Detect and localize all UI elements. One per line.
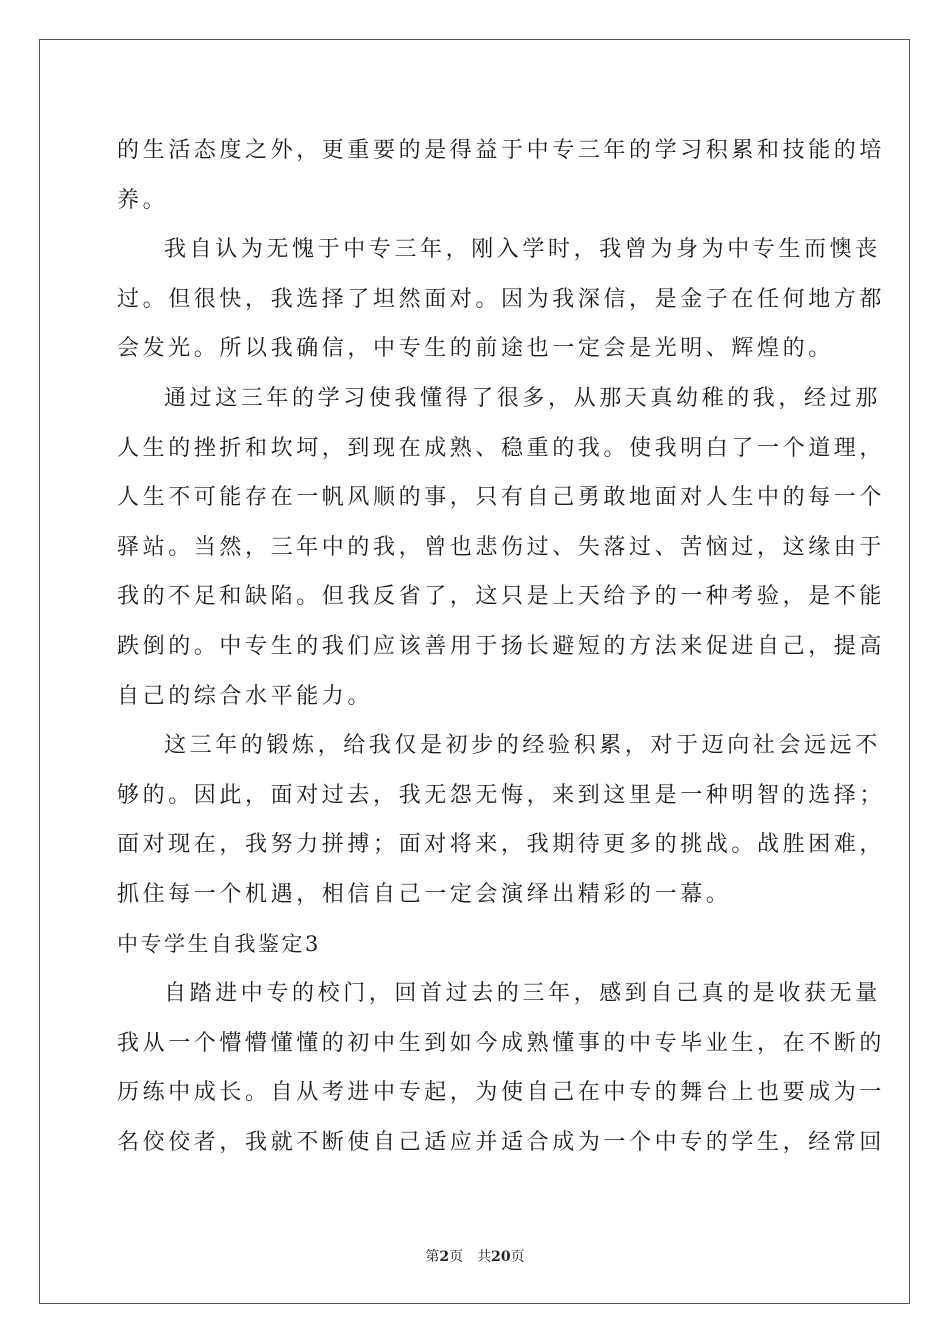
- text-line: 自踏进中专的校门，回首过去的三年，感到自己真的是收获无量: [164, 981, 881, 1007]
- text-line: 跌倒的。中专生的我们应该善用于扬长避短的方法来促进自己，提高: [117, 633, 886, 659]
- page-number: 2: [439, 1249, 450, 1265]
- text-line: 我的不足和缺陷。但我反省了，这只是上天给予的一种考验，是不能: [117, 584, 886, 610]
- text-line: 过。但很快，我选择了坦然面对。因为我深信，是金子在任何地方都: [117, 286, 886, 312]
- document-body: [117, 126, 886, 1167]
- text-line: 养。: [117, 187, 169, 213]
- text-line: 自己的综合水平能力。: [117, 683, 374, 709]
- section-heading: 中专学生自我鉴定3: [117, 931, 321, 956]
- text-line: 的生活态度之外，更重要的是得益于中专三年的学习积累和技能的培: [117, 138, 886, 163]
- text-line: 通过这三年的学习使我懂得了很多，从那天真幼稚的我，经过那: [164, 385, 881, 411]
- text-line: 驿站。当然，三年中的我，曾也悲伤过、失落过、苦恼过，这缘由于: [117, 534, 886, 560]
- total-prefix: 共: [477, 1249, 492, 1265]
- text-line: 人生的挫折和坎坷，到现在成熟、稳重的我。使我明白了一个道理，: [117, 435, 886, 461]
- text-line: 人生不可能存在一帆风顺的事，只有自己勇敢地面对人生中的每一个: [117, 485, 886, 511]
- total-pages: 20: [491, 1249, 511, 1265]
- page-prefix: 第: [425, 1249, 440, 1265]
- total-suffix: 页: [510, 1249, 525, 1265]
- page-footer: [0, 1246, 950, 1266]
- text-line: 我从一个懵懵懂懂的初中生到如今成熟懂事的中专毕业生，在不断的: [117, 1030, 886, 1056]
- text-line: 我自认为无愧于中专三年，刚入学时，我曾为身为中专生而懊丧: [164, 237, 881, 263]
- page-suffix: 页: [449, 1249, 464, 1265]
- text-line: 名佼佼者，我就不断使自己适应并适合成为一个中专的学生，经常回: [117, 1129, 886, 1155]
- text-line: 抓住每一个机遇，相信自己一定会演绎出精彩的一幕。: [117, 881, 732, 907]
- text-line: 够的。因此，面对过去，我无怨无悔，来到这里是一种明智的选择；: [117, 782, 886, 808]
- text-line: 历练中成长。自从考进中专起，为使自己在中专的舞台上也要成为一: [117, 1080, 886, 1106]
- text-line: 这三年的锻炼，给我仅是初步的经验积累，对于迈向社会远远不: [164, 733, 881, 759]
- text-line: 面对现在，我努力拼搏；面对将来，我期待更多的挑战。战胜困难，: [117, 832, 886, 858]
- text-line: 会发光。所以我确信，中专生的前途也一定会是光明、辉煌的。: [117, 336, 834, 362]
